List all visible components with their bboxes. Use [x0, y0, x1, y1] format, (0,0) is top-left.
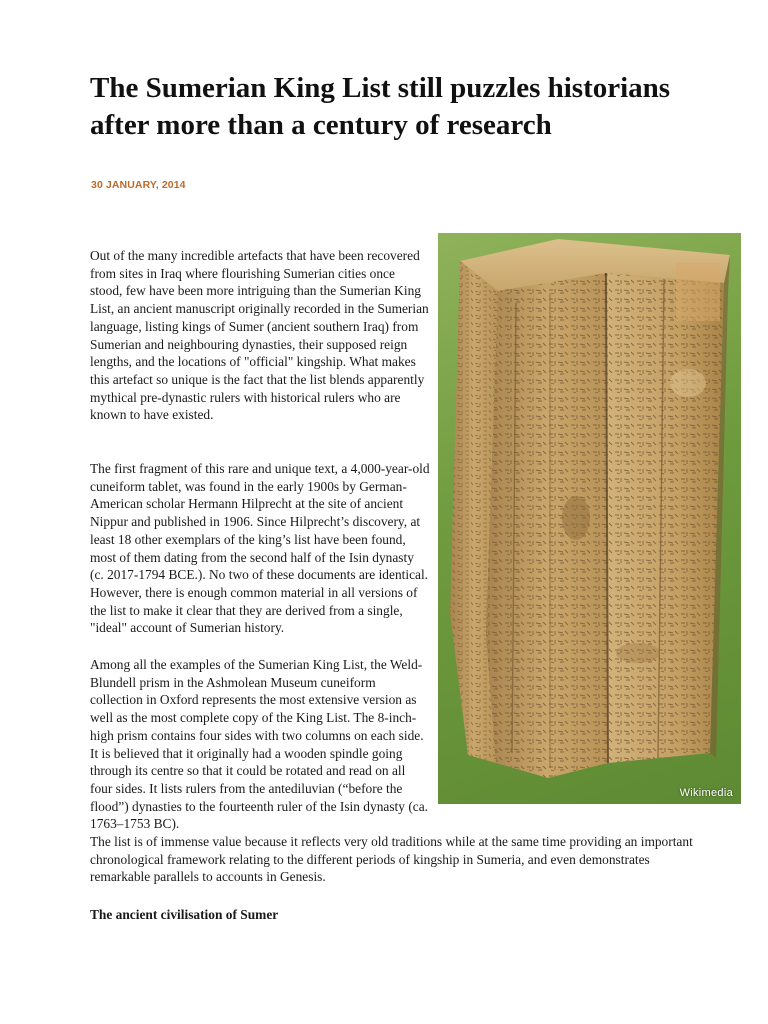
photo-credit: Wikimedia — [679, 787, 733, 799]
section-subheading: The ancient civilisation of Sumer — [90, 907, 279, 922]
prism-illustration — [438, 233, 741, 804]
article-date: 30 JANUARY, 2014 — [91, 179, 186, 191]
king-list-prism-photo — [438, 233, 741, 804]
paragraph-first-fragment: The first fragment of this rare and unique text, a 4,000-year-old cuneiform tablet, was found in the early 1900s by German-American scholar Hermann Hilprecht at the site of ancient Nippur and published in 1906. Since Hilprecht’s discovery, at least 18 other exemplars of the king’s list have been found, most of them dating from the second half of the Isin dynasty (c. 2017-1794 BCE.). No two of these documents are identical. However, there is enough common material in all versions of the list to make it clear that they are derived from a single, "ideal" account of Sumerian history. — [90, 461, 430, 636]
article-title: The Sumerian King List still puzzles historians after more than a century of research — [90, 72, 671, 141]
paragraph-intro: Out of the many incredible artefacts that have been recovered from sites in Iraq where flourishing Sumerian cities once stood, few have been more intriguing than the Sumerian King List, an ancient manuscript originally recorded in the Sumerian language, listing kings of Sumer (ancient southern Iraq) from Sumerian and neighbouring dynasties, their supposed reign lengths, and the locations of "official" kingship. What makes this artefact so unique is the fact that the list blends apparently mythical pre-dynastic rulers with historical rulers who are known to have existed. — [90, 248, 429, 423]
paragraph-value: The list is of immense value because it reflects very old traditions while at the same time providing an important chronological framework relating to the different periods of kingship in Sumeria, and even demonstrates remarkable parallels to accounts in Genesis. — [90, 834, 693, 885]
paragraph-weld-blundell: Among all the examples of the Sumerian King List, the Weld-Blundell prism in the Ashmolean Museum cuneiform collection in Oxford represents the most extensive version as well as the most complete copy of the King List. The 8-inch-high prism contains four sides with two columns on each side. It is believed that it originally had a wooden spindle going through its centre so that it could be rotated and read on all four sides. It lists rulers from the antediluvian (“before the flood”) dynasties to the fourteenth ruler of the Isin dynasty (ca. 1763–1753 BC). — [90, 657, 429, 832]
